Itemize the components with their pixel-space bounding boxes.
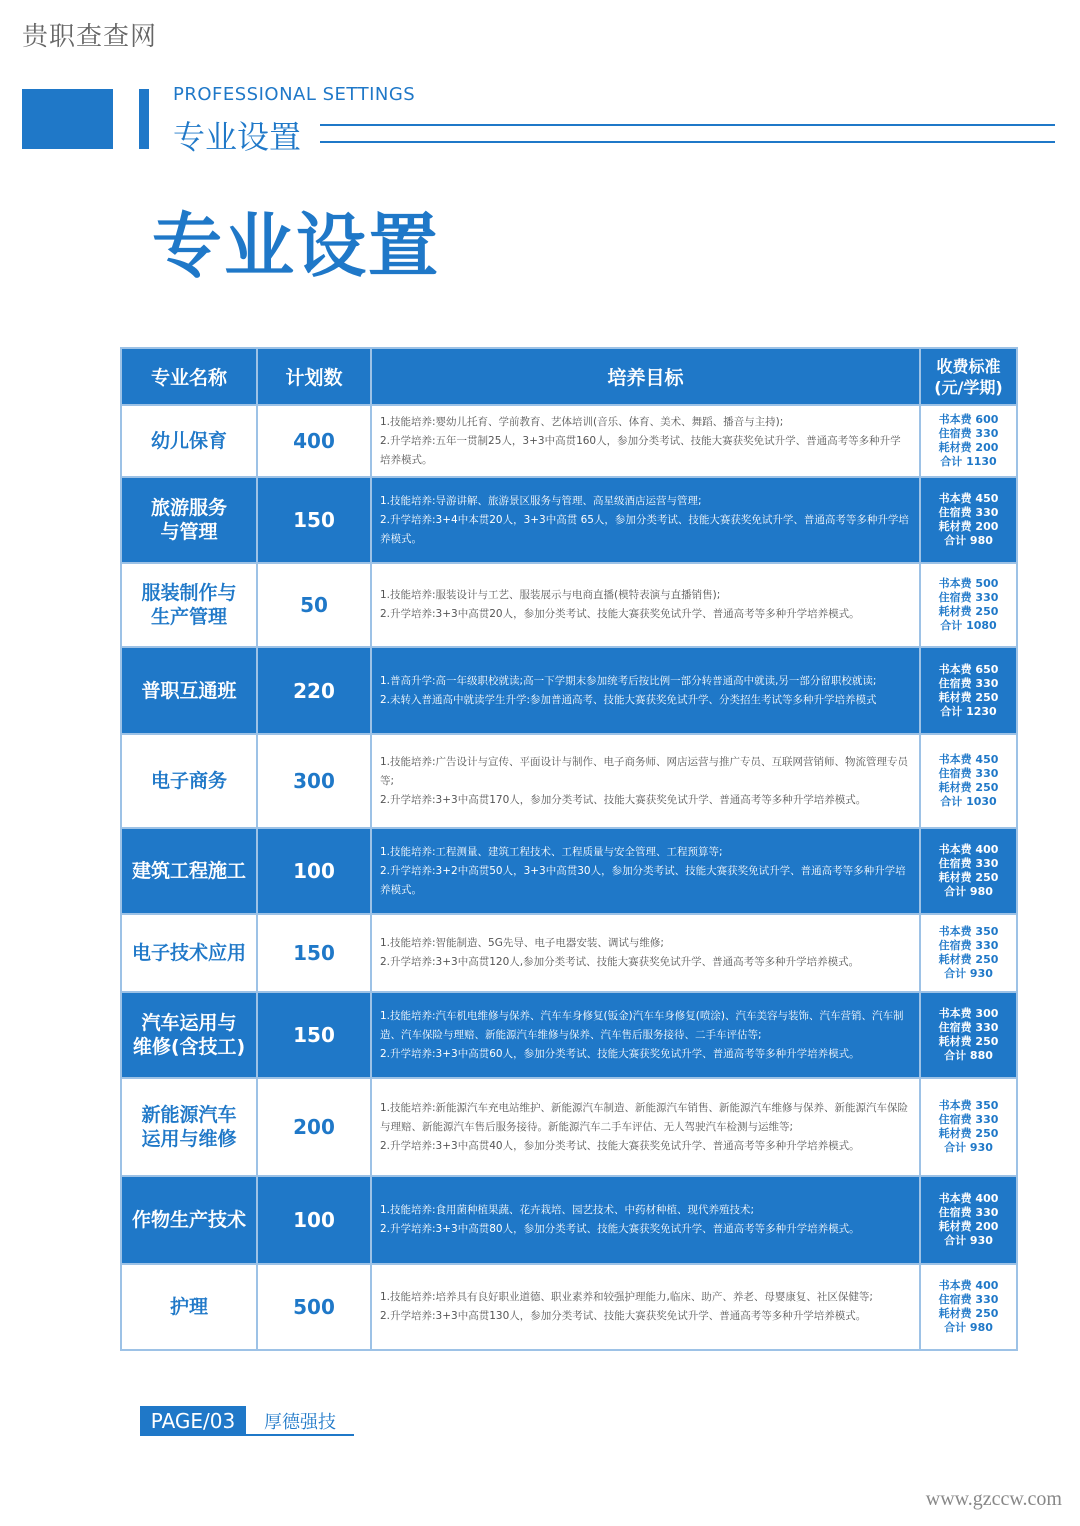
- training-goal-item: 1.技能培养:食用菌种植果蔬、花卉栽培、园艺技术、中药材种植、现代养殖技术;: [380, 1204, 755, 1216]
- major-name-cell: [121, 1078, 257, 1176]
- training-goal-cell: [371, 405, 920, 477]
- major-name-cell: [121, 1264, 257, 1350]
- training-goal-cell: [371, 734, 920, 828]
- fee-cell: [920, 647, 1017, 734]
- major-name: 与管理: [160, 521, 218, 543]
- table-row: [121, 734, 1017, 828]
- fee-item: 住宿费 330: [938, 1206, 999, 1219]
- fee-item: 合计 980: [944, 885, 993, 898]
- fee-item: 住宿费 330: [938, 939, 999, 952]
- training-goal-cell: [371, 477, 920, 563]
- major-name: 运用与维修: [141, 1128, 237, 1150]
- fee-cell: [920, 1264, 1017, 1350]
- header-fee-line: 收费标准: [936, 356, 1001, 376]
- major-name-cell: [121, 563, 257, 647]
- plan-count: 200: [257, 1078, 371, 1176]
- training-goal-cell: [371, 914, 920, 992]
- plan-count: 500: [257, 1264, 371, 1350]
- header-chinese-title: 专业设置: [173, 118, 302, 156]
- fee-item: 耗材费 250: [938, 690, 999, 704]
- table-row: [121, 1264, 1017, 1350]
- fee-item: 住宿费 330: [938, 591, 999, 604]
- major-name: 建筑工程施工: [131, 860, 246, 882]
- header-plan-count: 计划数: [257, 348, 371, 405]
- fee-item: 书本费 300: [938, 1007, 999, 1020]
- training-goal-item: 2.升学培养:3+3中高贯60人，参加分类考试、技能大赛获奖免试升学、普通高考等多种升学培养模式。: [380, 1047, 860, 1060]
- fee-item: 书本费 450: [938, 753, 999, 766]
- page-title: 专业设置: [152, 205, 440, 287]
- fee-item: 书本费 600: [938, 413, 999, 426]
- fee-item: 耗材费 250: [938, 605, 999, 618]
- majors-table: [120, 347, 1018, 1351]
- fee-item: 书本费 350: [938, 1099, 999, 1112]
- major-name: 护理: [169, 1296, 208, 1318]
- major-name: 幼儿保育: [150, 430, 227, 452]
- fee-item: 合计 1130: [940, 455, 997, 468]
- major-name-cell: [121, 477, 257, 563]
- training-goal-cell: [371, 563, 920, 647]
- major-name: 生产管理: [150, 606, 227, 628]
- table-row: [121, 992, 1017, 1078]
- major-name-cell: [121, 1176, 257, 1264]
- major-name-cell: [121, 647, 257, 734]
- training-goal-item: 1.技能培养:导游讲解、旅游景区服务与管理、高星级酒店运营与管理;: [380, 494, 702, 507]
- fee-item: 合计 1030: [940, 795, 997, 808]
- major-name-cell: [121, 992, 257, 1078]
- training-goal-item: 1.技能培养:新能源汽车充电站维护、新能源汽车制造、新能源汽车销售、新能源汽车维修与保养、新能源汽车保险与理赔、新能源汽车售后服务接待。新能源汽车二手车评估、无人驾驶汽车检测与运维等;: [380, 1101, 909, 1133]
- training-goal-item: 2.升学培养:3+3中高贯120人,参加分类考试、技能大赛获奖免试升学、普通高考等多种升学培养模式。: [380, 956, 860, 968]
- table-row: [121, 563, 1017, 647]
- watermark-url: www.gzccw.com: [925, 1488, 1062, 1510]
- fee-item: 耗材费 200: [938, 1220, 999, 1233]
- fee-item: 住宿费 330: [938, 767, 999, 780]
- header-training-goal: 培养目标: [371, 348, 920, 405]
- fee-item: 合计 930: [944, 1141, 993, 1154]
- fee-cell: [920, 914, 1017, 992]
- fee-item: 书本费 400: [938, 1192, 999, 1205]
- table-row: [121, 405, 1017, 477]
- fee-item: 耗材费 200: [938, 520, 999, 533]
- major-name: 旅游服务: [150, 497, 227, 519]
- fee-item: 耗材费 200: [938, 441, 999, 454]
- training-goal-cell: [371, 1264, 920, 1350]
- major-name-cell: [121, 734, 257, 828]
- page-slogan: 厚德强技: [264, 1412, 336, 1433]
- header-accent-bar: [139, 89, 149, 149]
- watermark-site-name: 贵职查查网: [22, 22, 158, 52]
- fee-item: 合计 930: [944, 1234, 993, 1247]
- major-name: 维修(含技工): [132, 1036, 246, 1058]
- training-goal-cell: [371, 647, 920, 734]
- major-name: 电子技术应用: [131, 942, 246, 964]
- training-goal-item: 2.升学培养:3+4中本贯20人，3+3中高贯 65人，参加分类考试、技能大赛获奖免试升学、普通高考等多种升学培养模式。: [380, 513, 909, 545]
- header-major-name: 专业名称: [121, 348, 257, 405]
- fee-item: 合计 980: [944, 1321, 993, 1334]
- fee-item: 合计 1080: [940, 619, 997, 632]
- fee-item: 书本费 500: [938, 577, 999, 590]
- table-row: [121, 1176, 1017, 1264]
- fee-item: 书本费 650: [938, 662, 999, 676]
- training-goal-item: 2.升学培养:3+3中高贯40人，参加分类考试、技能大赛获奖免试升学、普通高考等多种升学培养模式。: [380, 1139, 860, 1152]
- fee-item: 耗材费 250: [938, 1127, 999, 1140]
- training-goal-item: 2.升学培养:3+3中高贯170人，参加分类考试、技能大赛获奖免试升学、普通高考等多种升学培养模式。: [380, 793, 867, 806]
- table-row: [121, 1078, 1017, 1176]
- training-goal-item: 2.未转入普通高中就读学生升学:参加普通高考、技能大赛获奖免试升学、分类招生考试等多种升学培养模式: [380, 693, 877, 706]
- training-goal-item: 1.普高升学:高一年级职校就读;高一下学期末参加统考后按比例一部分转普通高中就读,另一部分留职校就读;: [380, 674, 877, 687]
- fee-cell: [920, 477, 1017, 563]
- training-goal-item: 1.技能培养:工程测量、建筑工程技术、工程质量与安全管理、工程预算等;: [380, 845, 723, 858]
- training-goal-cell: [371, 1176, 920, 1264]
- table-row: [121, 914, 1017, 992]
- plan-count: 100: [257, 1176, 371, 1264]
- fee-cell: [920, 828, 1017, 914]
- plan-count: 150: [257, 477, 371, 563]
- plan-count: 150: [257, 914, 371, 992]
- training-goal-cell: [371, 828, 920, 914]
- fee-item: 住宿费 330: [938, 676, 999, 690]
- table-row: [121, 828, 1017, 914]
- major-name: 新能源汽车: [141, 1104, 237, 1126]
- major-name-cell: [121, 405, 257, 477]
- major-name: 汽车运用与: [141, 1012, 237, 1034]
- fee-cell: [920, 992, 1017, 1078]
- fee-cell: [920, 563, 1017, 647]
- header-divider: [320, 141, 1055, 143]
- training-goal-cell: [371, 992, 920, 1078]
- major-name: 普职互通班: [141, 679, 237, 702]
- plan-count: 300: [257, 734, 371, 828]
- fee-item: 合计 930: [944, 967, 993, 980]
- fee-item: 合计 980: [944, 534, 993, 547]
- major-name-cell: [121, 828, 257, 914]
- major-name: 电子商务: [150, 770, 227, 792]
- fee-item: 合计 1230: [940, 704, 997, 718]
- header-accent-block: [22, 89, 113, 149]
- fee-cell: [920, 734, 1017, 828]
- fee-item: 书本费 350: [938, 925, 999, 938]
- fee-item: 住宿费 330: [938, 427, 999, 440]
- major-name: 作物生产技术: [131, 1209, 246, 1231]
- training-goal-item: 2.升学培养:3+3中高贯130人，参加分类考试、技能大赛获奖免试升学、普通高考等多种升学培养模式。: [380, 1310, 867, 1322]
- header-divider: [320, 124, 1055, 126]
- fee-item: 耗材费 250: [938, 953, 999, 966]
- training-goal-item: 2.升学培养:3+3中高贯80人，参加分类考试、技能大赛获奖免试升学、普通高考等多种升学培养模式。: [380, 1223, 860, 1235]
- plan-count: 150: [257, 992, 371, 1078]
- training-goal-item: 1.技能培养:培养具有良好职业道德、职业素养和较强护理能力,临床、助产、养老、母婴康复、社区保健等;: [380, 1291, 873, 1303]
- plan-count: 220: [257, 647, 371, 734]
- plan-count: 50: [257, 563, 371, 647]
- fee-cell: [920, 1176, 1017, 1264]
- table-row: [121, 477, 1017, 563]
- training-goal-item: 1.技能培养:服装设计与工艺、服装展示与电商直播(模特表演与直播销售);: [380, 589, 721, 601]
- table-header-row: [121, 348, 1017, 405]
- header-fee-unit: (元/学期): [934, 377, 1003, 397]
- header-english-title: PROFESSIONAL SETTINGS: [173, 84, 416, 105]
- training-goal-cell: [371, 1078, 920, 1176]
- major-name: 服装制作与: [141, 582, 237, 604]
- training-goal-item: 1.技能培养:婴幼儿托育、学前教育、艺体培训(音乐、体育、美术、舞蹈、播音与主持);: [380, 415, 784, 428]
- plan-count: 400: [257, 405, 371, 477]
- plan-count: 100: [257, 828, 371, 914]
- major-name-cell: [121, 914, 257, 992]
- fee-item: 耗材费 250: [938, 1035, 999, 1048]
- fee-item: 耗材费 250: [938, 1307, 999, 1320]
- fee-item: 住宿费 330: [938, 506, 999, 519]
- fee-item: 住宿费 330: [938, 1113, 999, 1126]
- fee-item: 书本费 400: [938, 843, 999, 856]
- fee-cell: [920, 405, 1017, 477]
- fee-item: 耗材费 250: [938, 871, 999, 884]
- training-goal-item: 2.升学培养:3+3中高贯20人，参加分类考试、技能大赛获奖免试升学、普通高考等多种升学培养模式。: [380, 608, 860, 620]
- fee-item: 书本费 400: [938, 1279, 999, 1292]
- fee-item: 合计 880: [944, 1049, 993, 1062]
- header-fee-standard: [920, 348, 1017, 405]
- training-goal-item: 2.升学培养:3+2中高贯50人，3+3中高贯30人，参加分类考试、技能大赛获奖免试升学、普通高考等多种升学培养模式。: [380, 864, 906, 896]
- training-goal-item: 1.技能培养:智能制造、5G先导、电子电器安装、调试与维修;: [380, 937, 664, 949]
- fee-item: 耗材费 250: [938, 781, 999, 794]
- training-goal-item: 2.升学培养:五年一贯制25人，3+3中高贯160人，参加分类考试、技能大赛获奖免试升学、普通高考等多种升学培养模式。: [380, 434, 901, 466]
- fee-cell: [920, 1078, 1017, 1176]
- footer-underline: [246, 1434, 354, 1436]
- training-goal-item: 1.技能培养:广告设计与宣传、平面设计与制作、电子商务师、网店运营与推广专员、互联网营销师、物流管理专员等;: [380, 755, 909, 787]
- fee-item: 住宿费 330: [938, 857, 999, 870]
- fee-item: 住宿费 330: [938, 1021, 999, 1034]
- table-row: [121, 647, 1017, 734]
- fee-item: 书本费 450: [938, 492, 999, 505]
- page-number: PAGE/03: [140, 1406, 246, 1436]
- training-goal-item: 1.技能培养:汽车机电维修与保养、汽车车身修复(钣金)汽车车身修复(喷涂)、汽车美容与装饰、汽车营销、汽车制造、汽车保险与理赔、新能源汽车维修与保养、汽车售后服务接待、二手车评估等;: [380, 1009, 904, 1041]
- fee-item: 住宿费 330: [938, 1293, 999, 1306]
